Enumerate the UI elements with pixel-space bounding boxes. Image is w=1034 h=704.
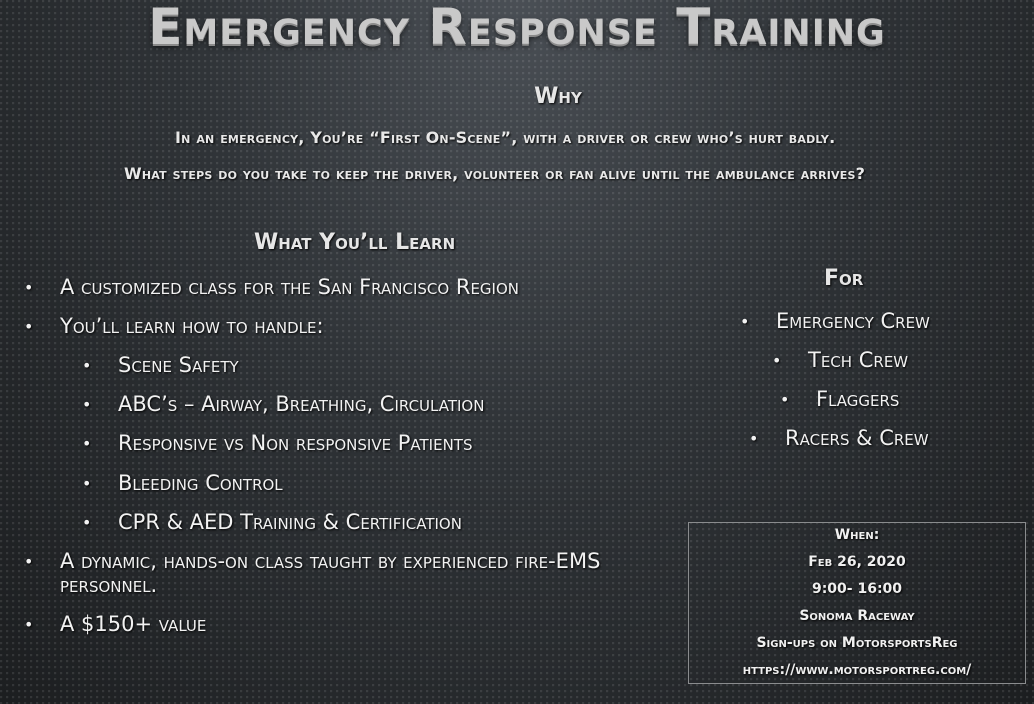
list-item-text: Tech Crew [808,348,909,372]
list-item-text: Scene Safety [118,353,239,377]
bullet-icon: • [82,434,92,453]
list-item-text: ABC’s – Airway, Breathing, Circulation [118,392,485,416]
list-item-text: Flaggers [816,387,900,411]
event-venue: Sonoma Raceway [799,608,915,624]
list-item-text: A dynamic, hands-on class taught by experienced fire-EMS [60,549,601,573]
bullet-icon: • [82,356,92,375]
list-item-text: Emergency Crew [776,309,930,333]
event-time: 9:00- 16:00 [811,581,903,597]
bullet-icon: • [749,429,759,448]
list-item-text: CPR & AED Training & Certification [118,510,462,534]
signup-url: https://www.motorsportreg.com/ [742,662,972,678]
why-heading: Why [534,84,582,109]
bullet-icon: • [24,552,34,571]
bullet-icon: • [772,351,782,370]
bullet-icon: • [82,474,92,493]
list-item-text: personnel. [60,573,158,597]
why-line: In an emergency, You’re “First On-Scene”, with a driver or crew who’s hurt badly. [175,128,836,147]
list-item-text: Racers & Crew [785,426,929,450]
bullet-icon: • [24,317,34,336]
bullet-icon: • [82,395,92,414]
list-item-text: Bleeding Control [118,471,283,495]
list-item-text: A customized class for the San Francisco Region [60,275,519,299]
list-item-text: Responsive vs Non responsive Patients [118,431,473,455]
event-details-box [688,522,1026,684]
bullet-icon: • [24,615,34,634]
when-label: When: [834,527,880,543]
list-item-text: You’ll learn how to handle: [60,314,324,338]
list-item-text: A $150+ value [60,612,207,636]
signup-text: Sign-ups on MotorsportsReg [756,635,958,651]
for-heading: For [824,266,864,291]
why-line: What steps do you take to keep the driver, volunteer or fan alive until the ambulance arrives? [124,164,866,183]
bullet-icon: • [740,312,750,331]
bullet-icon: • [24,278,34,297]
event-date: Feb 26, 2020 [808,554,906,570]
bullet-icon: • [82,513,92,532]
page-title: Emergency Response Training [148,0,886,56]
bullet-icon: • [780,390,790,409]
learn-heading: What You’ll Learn [254,230,456,255]
